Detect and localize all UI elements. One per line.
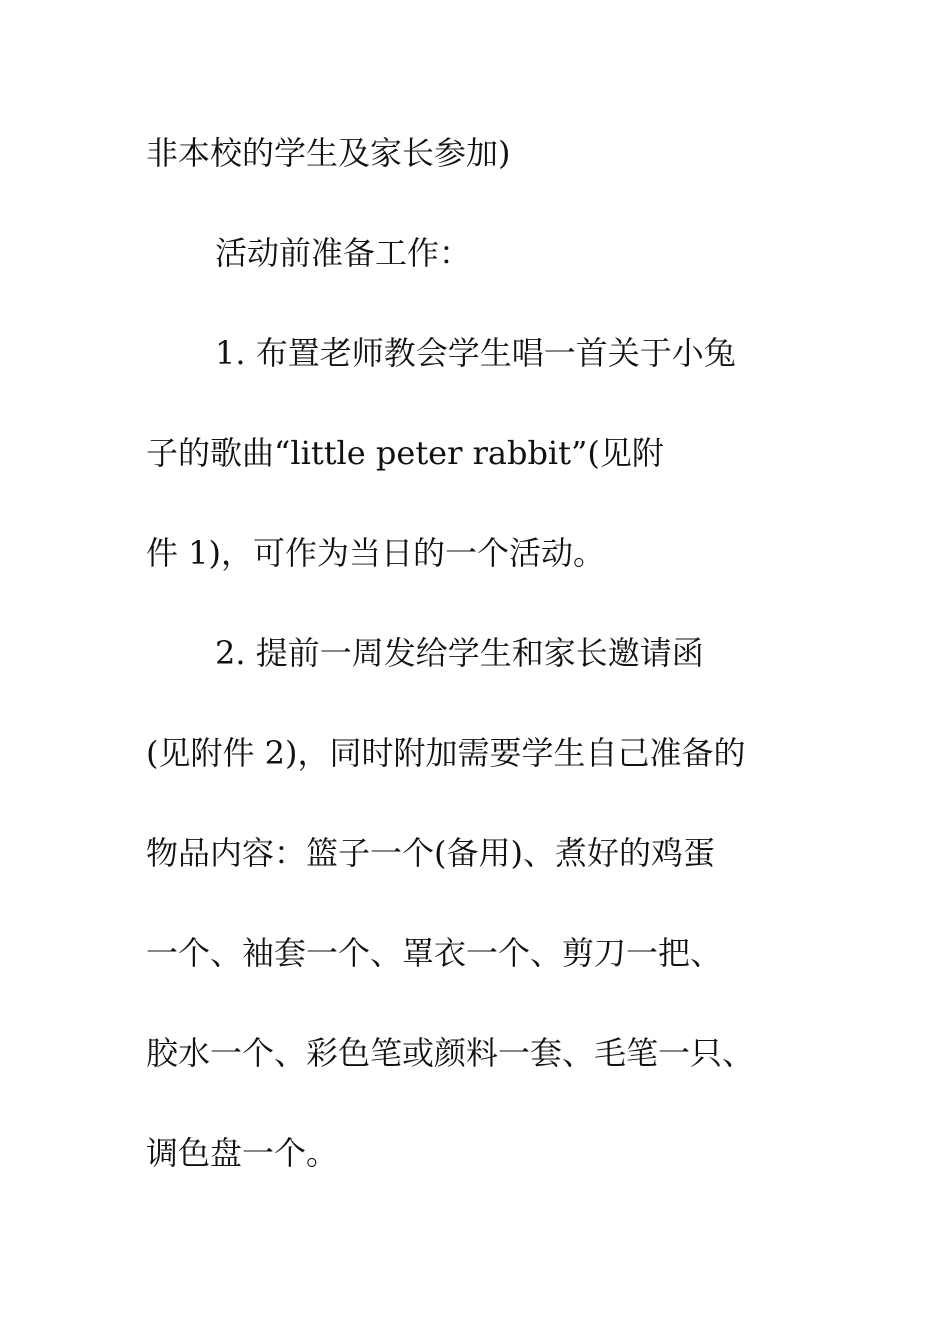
list-item-1-line-2: 子的歌曲“little peter rabbit”(见附 xyxy=(146,434,664,472)
list-item-2-line-5: 胶水一个、彩色笔或颜料一套、毛笔一只、 xyxy=(146,1034,755,1072)
list-item-2-line-2: (见附件 2)，同时附加需要学生自己准备的 xyxy=(146,734,746,772)
text-line-1: 非本校的学生及家长参加) xyxy=(146,134,511,172)
section-heading-preparation: 活动前准备工作： xyxy=(215,234,472,272)
list-item-1-line-3: 件 1)，可作为当日的一个活动。 xyxy=(146,534,606,572)
list-item-2-line-3: 物品内容：篮子一个(备用)、煮好的鸡蛋 xyxy=(146,834,715,872)
list-item-2-line-6: 调色盘一个。 xyxy=(146,1134,339,1172)
list-item-2-line-4: 一个、袖套一个、罩衣一个、剪刀一把、 xyxy=(146,934,723,972)
list-item-2-line-1: 2. 提前一周发给学生和家长邀请函 xyxy=(215,634,704,672)
list-item-1-line-1: 1. 布置老师教会学生唱一首关于小兔 xyxy=(215,334,736,372)
